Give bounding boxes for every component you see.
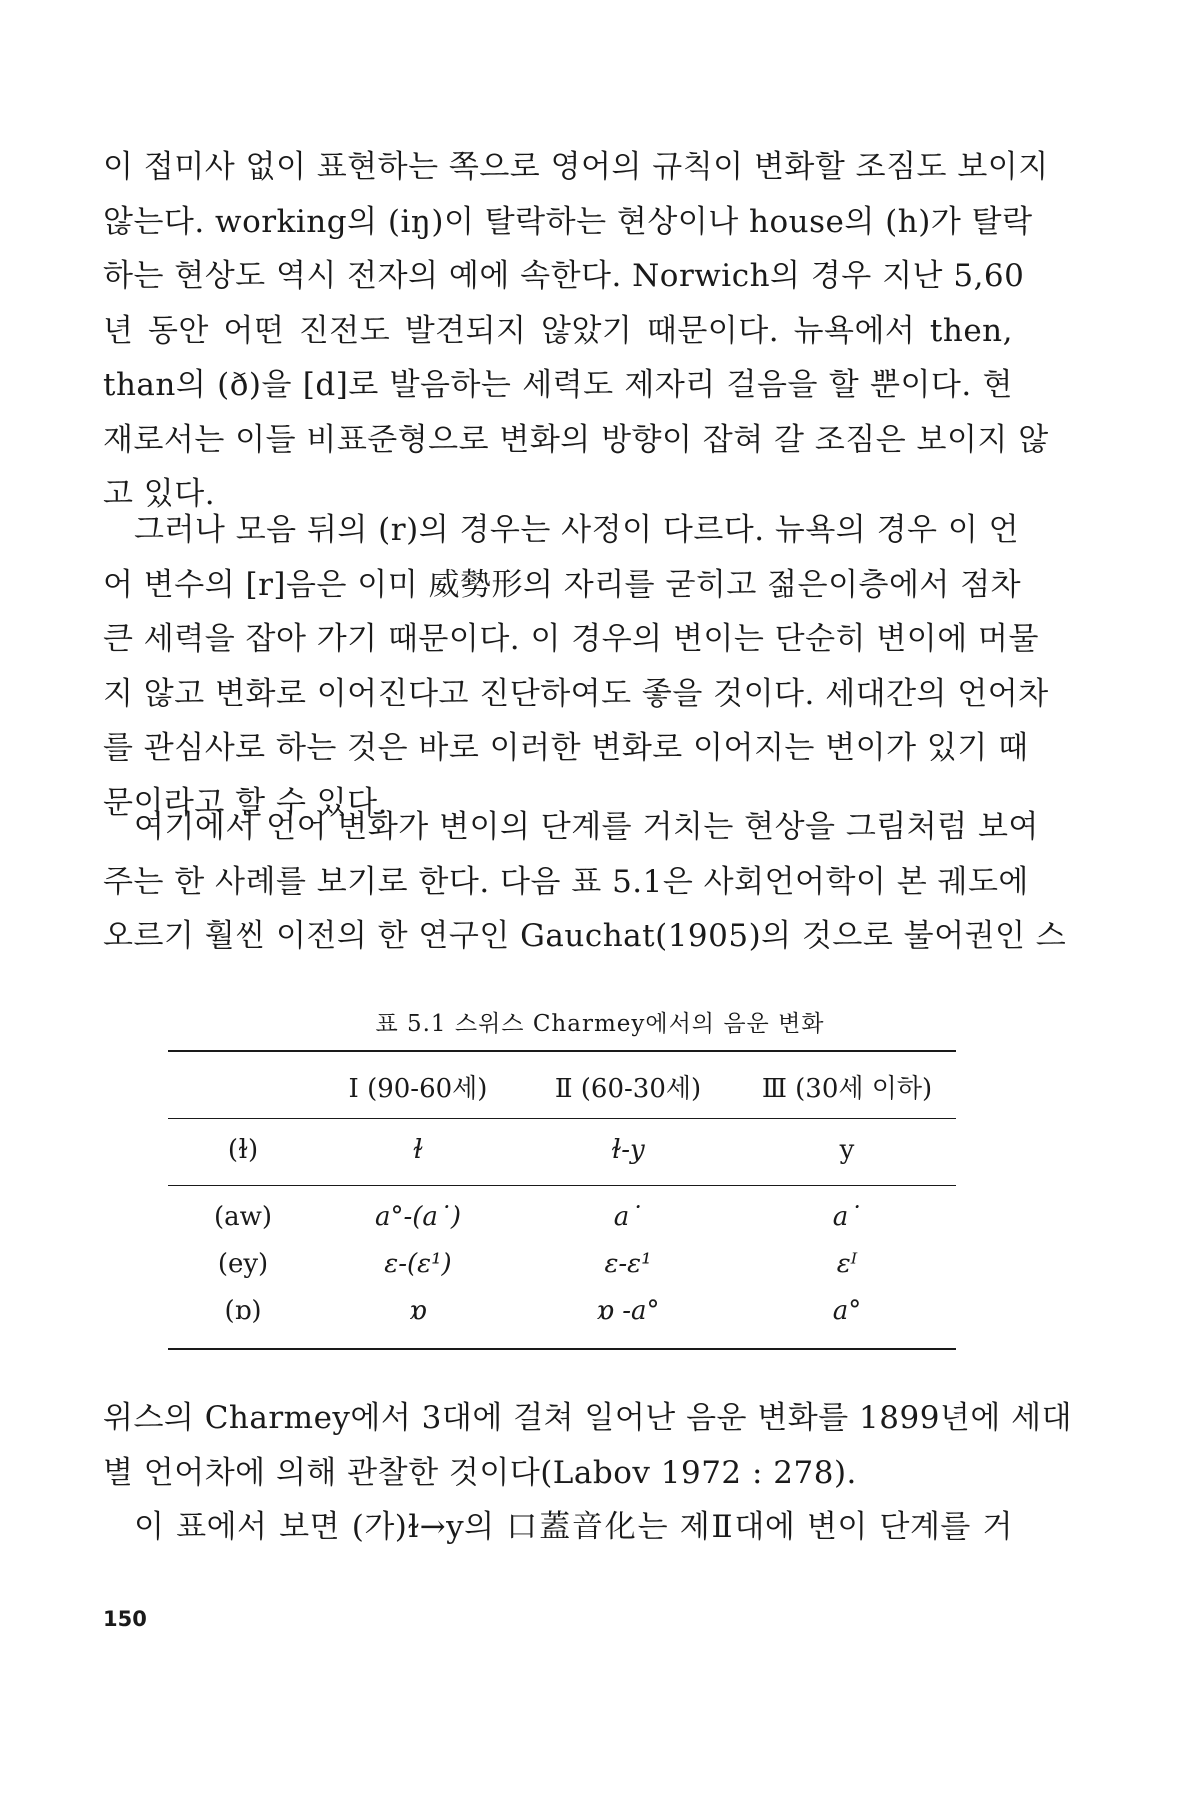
text-line: 별 언어차에 의해 관찰한 것이다(Labov 1972 : 278). [103,1454,857,1491]
table-header-cell: Ⅰ (90-60세) [348,1074,488,1104]
text-line: 오르기 훨씬 이전의 한 연구인 Gauchat(1905)의 것으로 불어권인 스 [103,918,1067,954]
text-line: 않는다. working의 (iŋ)이 탈락하는 현상이나 house의 (h)가 탈락 [103,203,1033,240]
table-cell: (ey) [217,1249,269,1279]
table-section-rule [168,1185,956,1186]
table-row [168,1296,956,1340]
table-cell: (ɫ) [227,1135,259,1165]
table-caption: 표 5.1 스위스 Charmey에서의 음운 변화 [375,1011,825,1037]
table-bottom-rule [168,1348,956,1350]
table-header-rule [168,1118,956,1119]
table-row [168,1249,956,1293]
table-cell: εᴵ [836,1249,858,1279]
text-line: 고 있다. [103,476,216,512]
text-line: than의 (ð)을 [d]로 발음하는 세력도 제자리 걸음을 할 뿐이다. 현 [103,367,1013,403]
table-cell: ɒ -a° [596,1296,660,1326]
text-line: 지 않고 변화로 이어진다고 진단하여도 좋을 것이다. 세대간의 언어차 [103,675,1049,712]
text-line: 위스의 Charmey에서 3대에 걸쳐 일어난 음운 변화를 1899년에 세대 [103,1400,1073,1436]
table-cell: a°-(a˙) [374,1202,462,1232]
text-line: 어 변수의 [r]음은 이미 威勢形의 자리를 굳히고 젊은이층에서 점차 [103,566,1022,603]
table-cell: (ɒ) [224,1296,262,1326]
text-line: 이 표에서 보면 (가)ɫ→y의 口蓋音化는 제Ⅱ대에 변이 단계를 거 [134,1509,1013,1545]
table-cell: (aw) [213,1202,273,1232]
text-line: 여기에서 언어 변화가 변이의 단계를 거치는 현상을 그림처럼 보여 [134,809,1039,845]
table-cell: ε-(ε¹) [384,1249,452,1279]
text-line: 그러나 모음 뒤의 (r)의 경우는 사정이 다르다. 뉴욕의 경우 이 언 [134,512,1020,548]
paragraph-2 [103,503,1049,830]
table-row [168,1135,956,1179]
table-header-row [168,1068,956,1112]
text-line: 재로서는 이들 비표준형으로 변화의 방향이 잡혀 갈 조짐은 보이지 않 [103,421,1049,458]
table-header-cell: Ⅲ (30세 이하) [761,1074,933,1104]
table-cell: a˙ [613,1202,643,1232]
table-cell: ɫ [413,1135,423,1165]
table-cell: y [839,1135,855,1165]
text-line: 문이라고 할 수 있다. [103,784,388,821]
table-row [168,1202,956,1246]
text-line: 주는 한 사례를 보기로 한다. 다음 표 5.1은 사회언어학이 본 궤도에 [103,863,1029,900]
table-top-rule [168,1050,956,1052]
text-line: 를 관심사로 하는 것은 바로 이러한 변화로 이어지는 변이가 있기 때 [103,730,1029,766]
text-line: 하는 현상도 역시 전자의 예에 속한다. Norwich의 경우 지난 5,60 [103,258,1025,294]
paragraph-1 [103,140,1049,522]
table-cell: a° [832,1296,862,1326]
table-cell: a˙ [832,1202,862,1232]
text-line: 년 동안 어떤 진전도 발견되지 않았기 때문이다. 뉴욕에서 then, [103,312,1013,349]
table-header-cell: Ⅱ (60-30세) [554,1074,702,1104]
paragraph-5 [103,1500,1013,1555]
text-line: 이 접미사 없이 표현하는 쪽으로 영어의 규칙이 변화할 조짐도 보이지 [103,149,1049,185]
paragraph-4 [103,1391,1073,1500]
paragraph-3 [103,800,1067,964]
table-cell: ε-ε¹ [604,1249,652,1279]
table-cell: ɫ-y [611,1135,645,1165]
text-line: 큰 세력을 잡아 가기 때문이다. 이 경우의 변이는 단순히 변이에 머물 [103,621,1039,657]
page-number: 150 [103,1607,147,1631]
table-cell: ɒ [409,1296,427,1326]
